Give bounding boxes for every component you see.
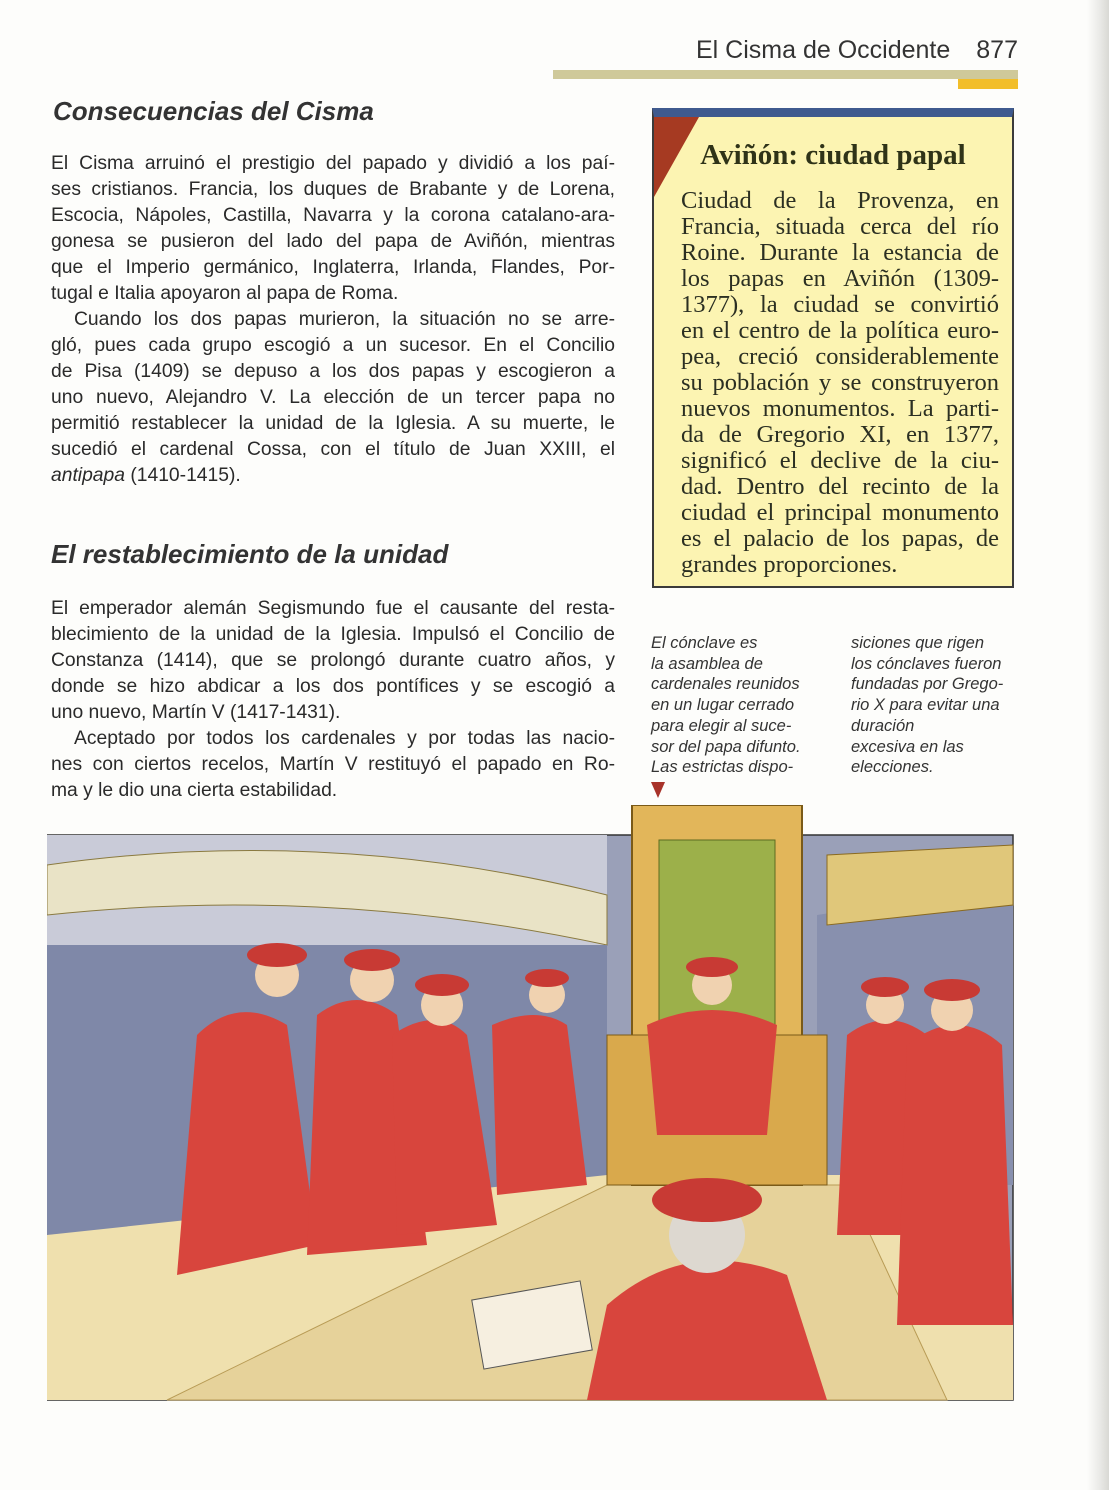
caption-line: excesiva en las xyxy=(851,737,964,756)
caption-line: duración xyxy=(851,716,915,735)
text-line: nuevos monumentos. La parti- xyxy=(681,395,999,422)
text-fragment: (1410-1415). xyxy=(130,465,241,486)
text-line: uno nuevo, Alejandro V. La elección de un tercer papa no xyxy=(51,387,615,408)
section-body-consecuencias xyxy=(51,151,615,489)
conclave-illustration xyxy=(47,805,1015,1401)
text-line: Roine. Durante la estancia de xyxy=(681,239,999,266)
header-accent-bar xyxy=(958,79,1018,89)
text-line: ciudad el principal monumento xyxy=(681,499,999,526)
caption-line: fundadas por Grego- xyxy=(851,675,1004,694)
text-line: blecimiento de la unidad de la Iglesia. Impulsó el Concilio de xyxy=(51,624,615,645)
text-line: Constanza (1414), que se prolongó durante cuatro años, y xyxy=(51,650,615,671)
caption-line: para elegir al suce- xyxy=(651,716,792,735)
caption-line: Las estrictas dispo- xyxy=(651,758,794,777)
caption-line: rio X para evitar una xyxy=(851,696,1000,715)
text-line: Francia, situada cerca del río xyxy=(681,213,999,240)
text-line: ses cristianos. Francia, los duques de Brabante y de Lorena, xyxy=(51,179,615,200)
text-line: El Cisma arruinó el prestigio del papado y dividió a los paí- xyxy=(51,153,615,174)
text-line: 1377), la ciudad se convirtió xyxy=(681,291,999,318)
text-line: significó el declive de la ciu- xyxy=(681,447,999,474)
text-line: grandes proporciones. xyxy=(681,551,898,578)
text-line: Escocia, Nápoles, Castilla, Navarra y la corona catalano-ara- xyxy=(51,205,615,226)
text-line: sucedió el cardenal Cossa, con el título de Juan XXIII, el xyxy=(51,439,615,460)
caption-line: cardenales reunidos xyxy=(651,675,800,694)
caption-line: siciones que rigen xyxy=(851,634,984,652)
text-line: gló, pues cada grupo escogió a un sucesor. En el Concilio xyxy=(51,335,615,356)
text-line: permitió restablecer la unidad de la Iglesia. A su muerte, le xyxy=(51,413,615,434)
header-rule xyxy=(553,70,1018,79)
sidebar-box-body xyxy=(681,188,999,578)
caption-line: elecciones. xyxy=(851,758,934,777)
text-line: Aceptado por todos los cardenales y por todas las nacio- xyxy=(74,728,615,749)
text-line: su población y se construyeron xyxy=(681,369,999,396)
text-line: gonesa se pusieron del lado del papa de Aviñón, mientras xyxy=(51,231,615,252)
caption-line: la asamblea de xyxy=(651,654,763,673)
text-line: Ciudad de la Provenza, en xyxy=(681,187,999,214)
text-line xyxy=(51,463,615,489)
caption-line: en un lugar cerrado xyxy=(651,696,795,715)
chapter-title: El Cisma de Occidente xyxy=(696,36,951,64)
sidebar-box-avinon xyxy=(652,108,1014,588)
text-line: Cuando los dos papas murieron, la situación no se arre- xyxy=(74,309,615,330)
text-line: es el palacio de los papas, de xyxy=(681,525,999,552)
caption-column-1 xyxy=(651,633,801,778)
caption-column-2 xyxy=(851,633,1003,778)
caption-line: los cónclaves fueron xyxy=(851,654,1002,673)
text-line: ma y le dio una cierta estabilidad. xyxy=(51,780,338,801)
text-line: pea, creció considerablemente xyxy=(681,343,999,370)
caption-line: El cónclave es xyxy=(651,634,758,652)
sidebar-box-title: Aviñón: ciudad papal xyxy=(700,139,966,171)
text-line: nes con ciertos recelos, Martín V restituyó el papado en Ro- xyxy=(51,754,615,775)
text-line: de Pisa (1409) se depuso a los dos papas y escogieron a xyxy=(51,361,615,382)
running-header xyxy=(600,36,1018,65)
text-line: que el Imperio germánico, Inglaterra, Irlanda, Flandes, Por- xyxy=(51,257,615,278)
text-line: dad. Dentro del recinto de la xyxy=(681,473,999,500)
section-heading-consecuencias: Consecuencias del Cisma xyxy=(53,96,374,126)
text-line: da de Gregorio XI, en 1377, xyxy=(681,421,999,448)
caption-line: sor del papa difunto. xyxy=(651,737,801,756)
section-heading-restablecimiento: El restablecimiento de la unidad xyxy=(51,539,449,569)
page-number: 877 xyxy=(976,36,1018,64)
text-line: uno nuevo, Martín V (1417-1431). xyxy=(51,702,341,723)
section-body-restablecimiento xyxy=(51,596,615,804)
caption-pointer-arrow-icon xyxy=(651,782,665,798)
page-edge-shadow xyxy=(1087,0,1109,1490)
italic-term: antipapa xyxy=(51,465,125,486)
text-line: tugal e Italia apoyaron al papa de Roma. xyxy=(51,283,399,304)
text-line: El emperador alemán Segismundo fue el causante del resta- xyxy=(51,598,615,619)
text-line: donde se hizo abdicar a los dos pontífices y se escogió a xyxy=(51,676,615,697)
text-line: en el centro de la política euro- xyxy=(681,317,999,344)
text-line: los papas en Aviñón (1309- xyxy=(681,265,999,292)
